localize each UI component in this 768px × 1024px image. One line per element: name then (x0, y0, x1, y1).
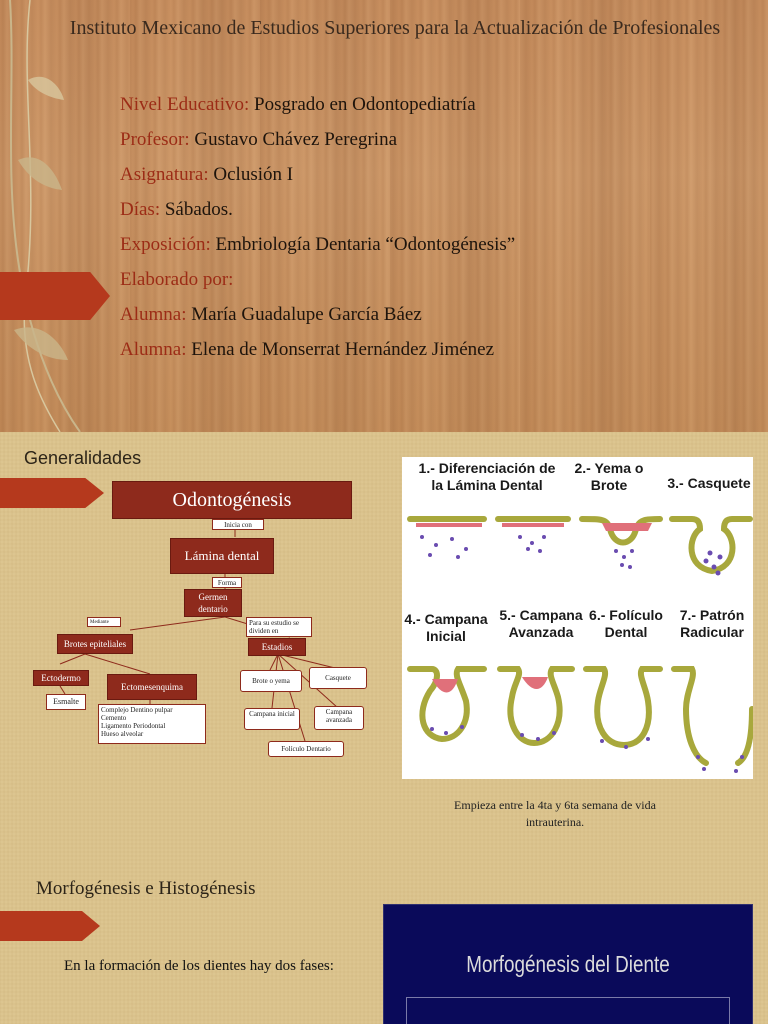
row-label: Asignatura: (120, 164, 209, 185)
info-row-student-2 (120, 339, 494, 361)
node-ectodermo: Ectodermo (33, 670, 89, 686)
node-brote-yema: Brote o yema (240, 670, 302, 692)
row-label: Alumna: (120, 304, 187, 325)
stage-label: 7.- Patrón Radicular (679, 607, 745, 640)
info-row-professor (120, 129, 397, 151)
row-label: Profesor: (120, 129, 190, 150)
stage-label: 5.- Campana Avanzada (499, 607, 583, 640)
derivado-item: Hueso alveolar (101, 730, 144, 738)
row-label: Días: (120, 199, 161, 220)
slide-title: Generalidades (24, 448, 142, 468)
node-brotes-epiteliales: Brotes epiteliales (57, 634, 133, 654)
image-title: Morfogénesis del Diente (466, 951, 670, 977)
node-germen-dentario: Germen dentario (184, 589, 242, 617)
stages-illustration (402, 457, 753, 779)
link-label: Forma (212, 577, 242, 588)
link-label: Mediante (87, 617, 121, 627)
info-row-level (120, 94, 476, 116)
row-value: Embriología Dentaria “Odontogénesis” (215, 234, 516, 255)
info-row-student-1 (120, 304, 422, 326)
derivado-item: Ligamento Periodontal (101, 722, 166, 730)
row-label: Exposición: (120, 234, 211, 255)
stage-label: 2.- Yema o Brote (574, 460, 644, 493)
morfogenesis-slide (0, 864, 768, 1024)
stage-label: 3.- Casquete (667, 475, 751, 491)
slide-title: Morfogénesis e Histogénesis (36, 878, 256, 899)
node-campana-inicial: Campana inicial (244, 708, 300, 730)
node-lamina-dental: Lámina dental (170, 538, 274, 574)
institute-name: Instituto Mexicano de Estudios Superiores para la Actualización de Profesionales (69, 17, 721, 39)
node-ectomesenquima: Ectomesenquima (107, 674, 197, 700)
stage-label: 4.- Campana Inicial (404, 611, 488, 644)
stage-label: 6.- Folículo Dental (589, 607, 663, 640)
info-row-prepared-by (120, 269, 233, 291)
row-label: Alumna: (120, 339, 187, 360)
body-text: En la formación de los dientes hay dos fases: (64, 958, 334, 974)
node-estadios: Estadios (248, 638, 306, 656)
row-value: Posgrado en Odontopediatría (254, 94, 476, 115)
link-label: Para su estudio se dividen en (246, 617, 312, 637)
node-foliculo-dentario: Folículo Dentario (268, 741, 344, 757)
row-label: Elaborado por: (120, 269, 234, 290)
node-odontogenesis: Odontogénesis (112, 481, 352, 519)
row-value: Oclusión I (213, 164, 294, 185)
info-row-exposition (120, 234, 515, 256)
stages-caption: Empieza entre la 4ta y 6ta semana de vida intrauterina. (454, 798, 656, 829)
odontogenesis-stages-figure (402, 457, 753, 779)
row-value: Elena de Monserrat Hernández Jiménez (191, 339, 495, 360)
info-row-days (120, 199, 233, 221)
derivado-item: Complejo Dentino pulpar (101, 706, 173, 714)
link-label: Inicia con (212, 519, 264, 530)
derivado-item: Cemento (101, 714, 127, 722)
stage-label: 1.- Diferenciación de la Lámina Dental (418, 460, 556, 493)
info-row-subject (120, 164, 293, 186)
title-slide (0, 0, 768, 432)
node-derivados (98, 704, 206, 744)
node-esmalte: Esmalte (46, 694, 86, 710)
accent-arrow (0, 911, 100, 941)
node-casquete: Casquete (309, 667, 367, 689)
row-value: Gustavo Chávez Peregrina (194, 129, 398, 150)
row-label: Nivel Educativo: (120, 94, 250, 115)
row-value: Sábados. (164, 199, 233, 220)
morfogenesis-image (383, 904, 753, 1024)
row-value: María Guadalupe García Báez (191, 304, 422, 325)
image-frame (406, 997, 730, 1024)
accent-arrow (0, 272, 110, 320)
vine-decoration (0, 0, 120, 432)
node-campana-avanzada: Campana avanzada (314, 706, 364, 730)
